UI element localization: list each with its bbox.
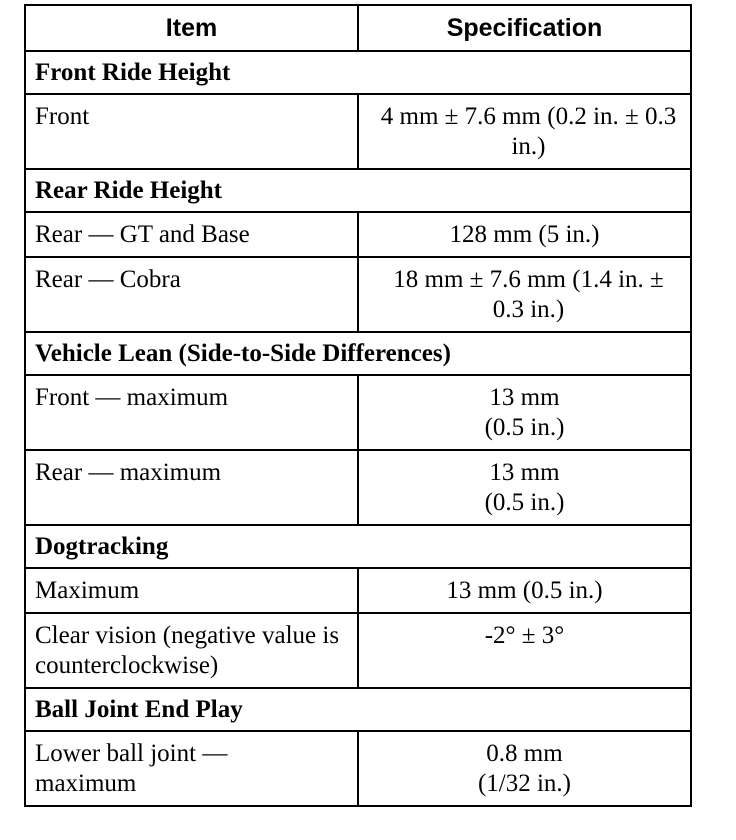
spec-cell: -2° ± 3° [358, 613, 691, 688]
item-cell: Clear vision (negative value is counterclockwise) [25, 613, 358, 688]
spec-cell: 13 mm (0.5 in.) [358, 375, 691, 450]
table-row [25, 94, 691, 169]
table-row [25, 568, 691, 613]
section-row-ball-joint-end-play [25, 688, 691, 731]
section-title: Vehicle Lean (Side-to-Side Differences) [25, 332, 691, 375]
item-cell: Front — maximum [25, 375, 358, 450]
table-row [25, 212, 691, 257]
section-title: Ball Joint End Play [25, 688, 691, 731]
item-column-header: Item [25, 5, 358, 51]
table-row [25, 450, 691, 525]
specification-table [24, 4, 692, 807]
section-row-dogtracking [25, 525, 691, 568]
item-cell: Rear — maximum [25, 450, 358, 525]
spec-cell: 18 mm ± 7.6 mm (1.4 in. ± 0.3 in.) [358, 257, 691, 332]
section-row-vehicle-lean [25, 332, 691, 375]
spec-cell: 4 mm ± 7.6 mm (0.2 in. ± 0.3 in.) [358, 94, 691, 169]
item-cell: Maximum [25, 568, 358, 613]
spec-cell: 13 mm (0.5 in.) [358, 450, 691, 525]
item-cell: Rear — GT and Base [25, 212, 358, 257]
specification-column-header: Specification [358, 5, 691, 51]
spec-cell: 128 mm (5 in.) [358, 212, 691, 257]
table-row [25, 375, 691, 450]
item-cell: Front [25, 94, 358, 169]
section-title: Dogtracking [25, 525, 691, 568]
item-cell: Lower ball joint — maximum [25, 731, 358, 806]
spec-cell: 0.8 mm (1/32 in.) [358, 731, 691, 806]
section-title: Rear Ride Height [25, 169, 691, 212]
section-title: Front Ride Height [25, 51, 691, 94]
table-header-row [25, 5, 691, 51]
table-row [25, 731, 691, 806]
table-row [25, 257, 691, 332]
section-row-front-ride-height [25, 51, 691, 94]
table-row [25, 613, 691, 688]
spec-cell: 13 mm (0.5 in.) [358, 568, 691, 613]
section-row-rear-ride-height [25, 169, 691, 212]
item-cell: Rear — Cobra [25, 257, 358, 332]
